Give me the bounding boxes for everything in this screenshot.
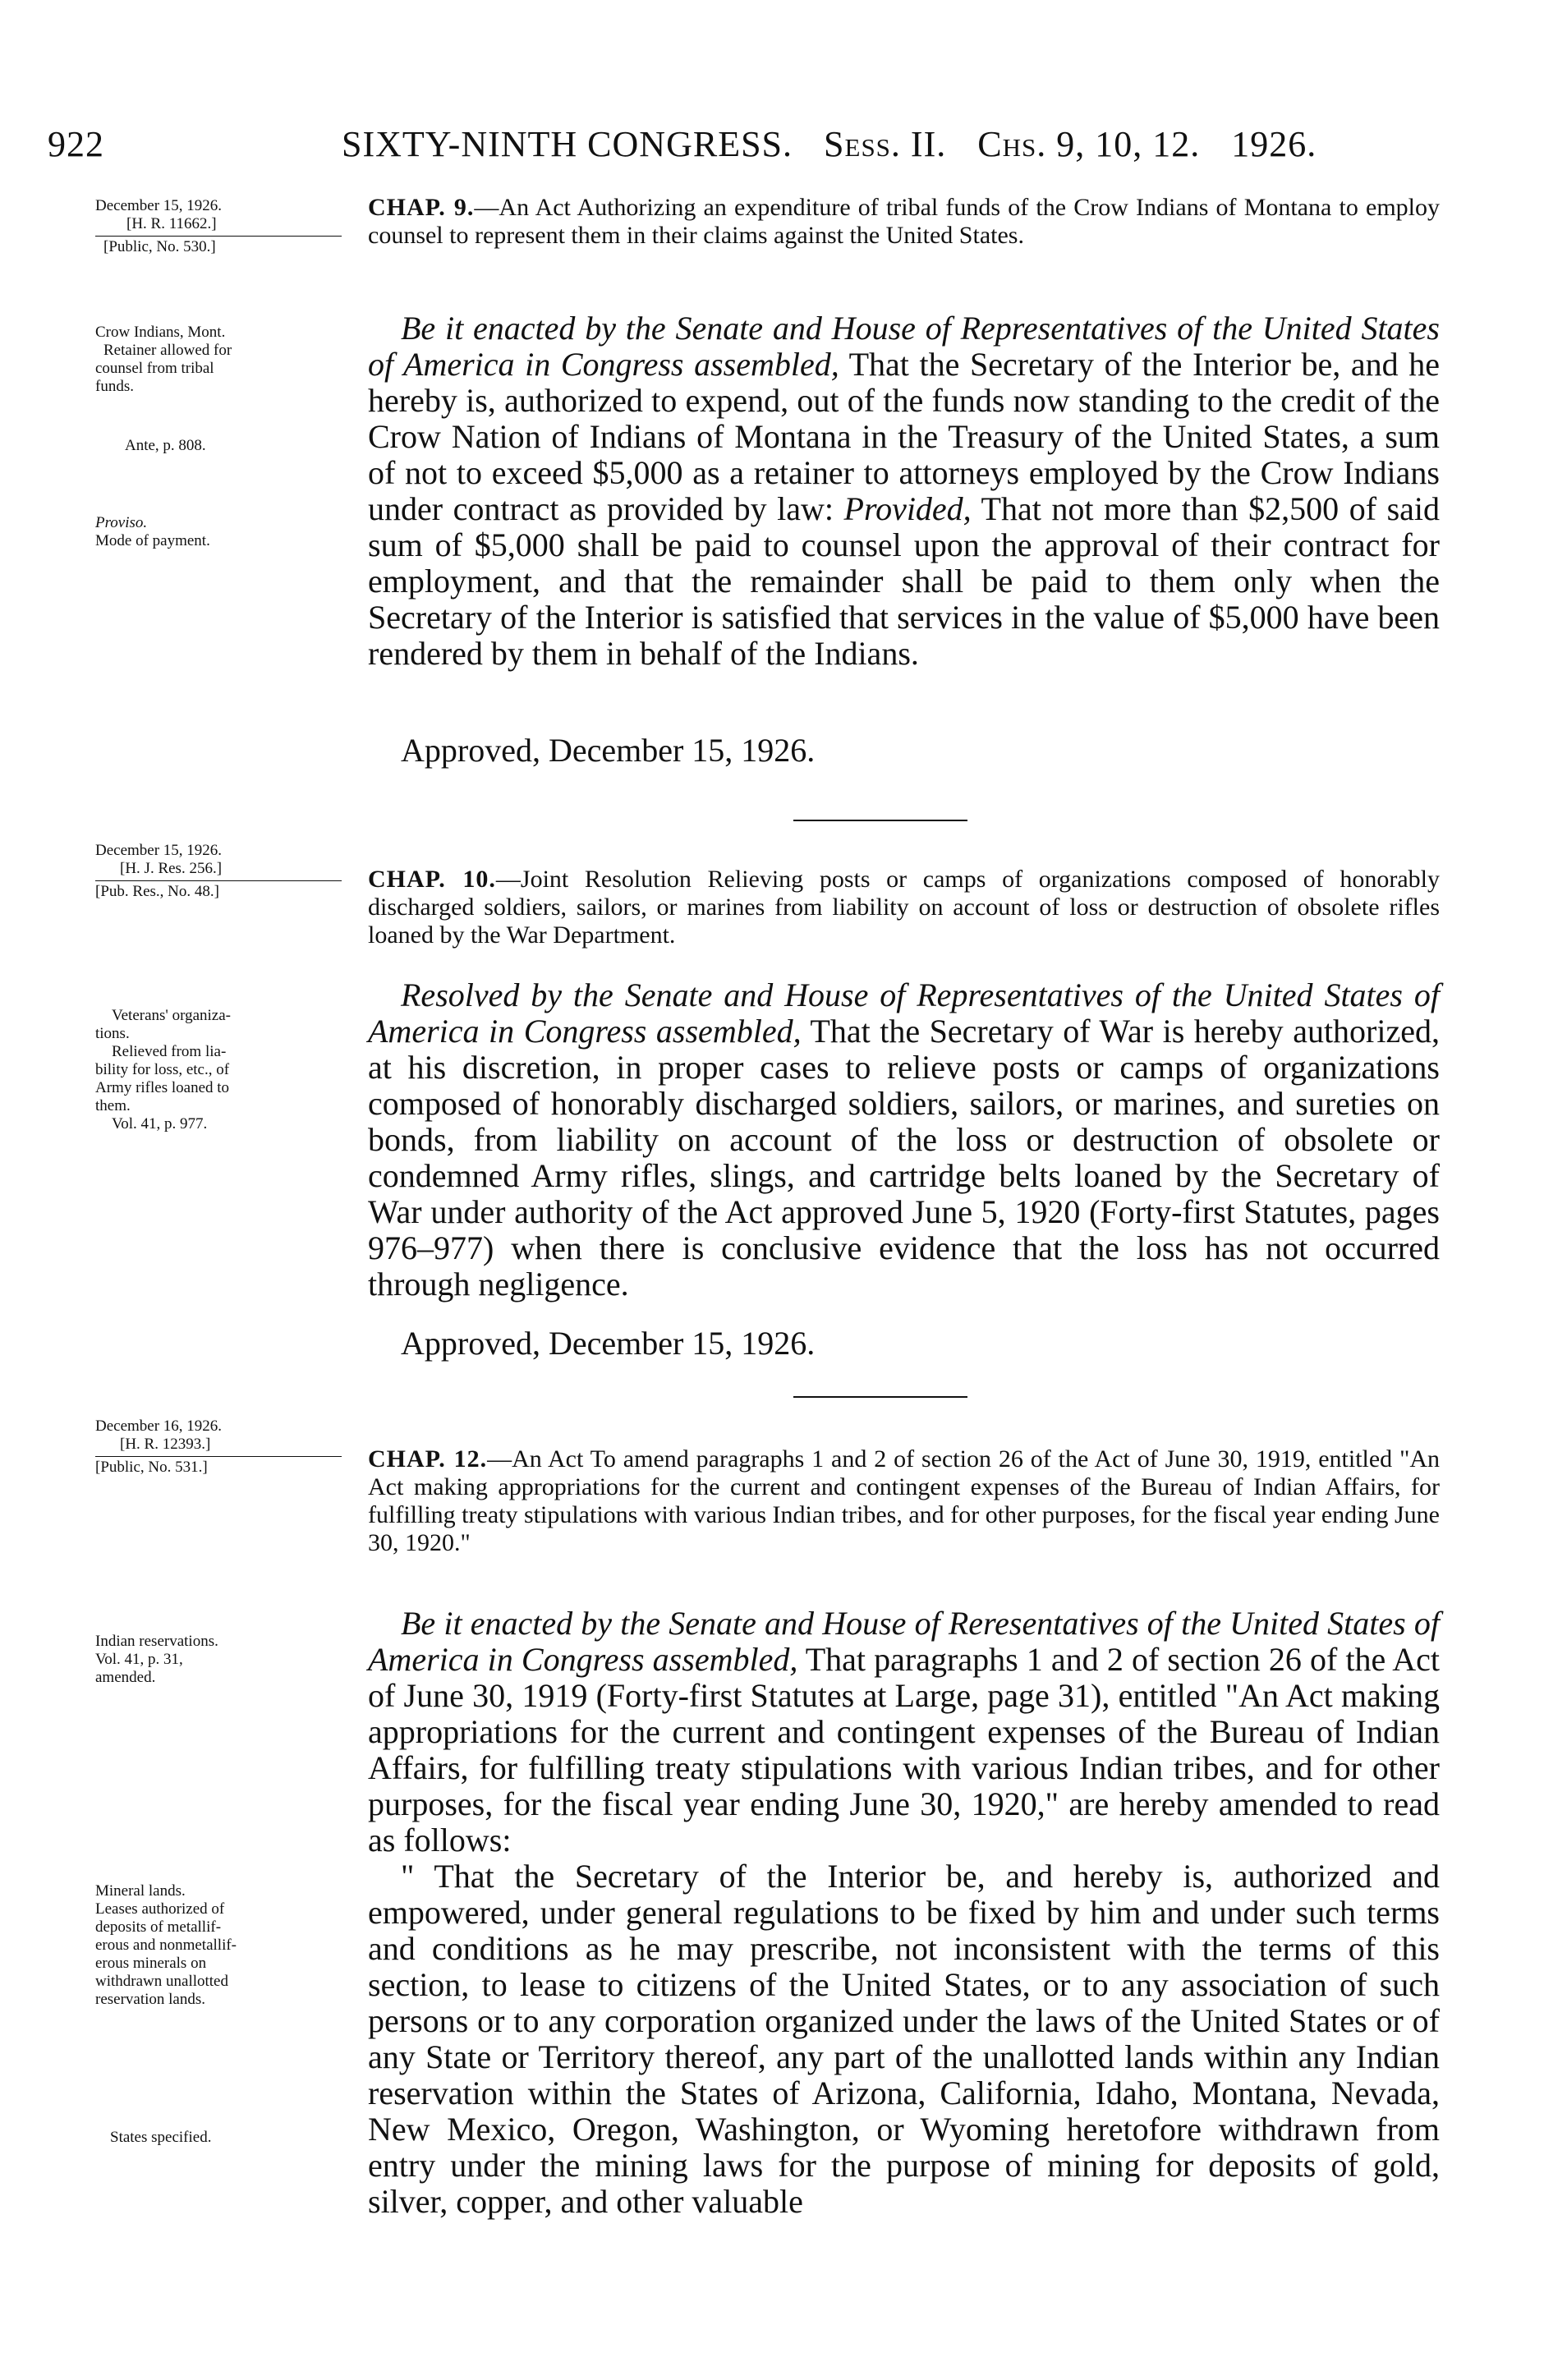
chap12-paragraph-2: " That the Secretary of the Interior be, and hereby is, authorized and empowered, under general regulations to be fixed by him and under such terms and conditions as he may prescribe, not inconsistent with the terms of this section, to lease to citizens of the United States, or to any association of such persons or to any corporation organized under the laws of the United States or of any State or Territory thereof, any part of the unallotted lands within any Indian reservation within the States of Arizona, California, Idaho, Montana, Nevada, New Mexico, Oregon, Washington, or Wyoming heretofore withdrawn from entry under the mining laws for the purpose of mining for deposits of gold, silver, copper, and other valuable xyxy=(368,1858,1440,2220)
chap9-note-line: funds. xyxy=(95,378,134,395)
chap10-note-line: Army rifles loaned to xyxy=(95,1079,230,1096)
chap12-caption xyxy=(368,1445,1440,1557)
chap9-note-title: Crow Indians, Mont. xyxy=(95,324,226,341)
chap10-margin-res: [H. J. Res. 256.] xyxy=(120,860,223,877)
chap10-note-line: them. xyxy=(95,1097,131,1114)
chap9-note-line: counsel from tribal xyxy=(95,360,214,377)
chap10-margin-pub: [Pub. Res., No. 48.] xyxy=(95,880,342,901)
chap12-body xyxy=(368,1606,1440,2220)
chap9-enacting-clause: Be it enacted by the Senate and House of Representatives of the United States of America in Congress assembled, xyxy=(368,310,1440,383)
chap12-note-line: amended. xyxy=(95,1669,156,1686)
page-number: 922 xyxy=(48,124,104,164)
chap10-resolving-clause: Resolved by the Senate and House of Representatives of the United States of America in Congress assembled, xyxy=(368,976,1440,1050)
chap12-paragraph-1 xyxy=(368,1606,1440,1859)
chap10-note-vol: Vol. 41, p. 977. xyxy=(112,1115,208,1133)
chap10-note-line: Relieved from lia- xyxy=(112,1043,227,1060)
chap12-margin-notes-a xyxy=(95,1633,342,1687)
header-year: 1926. xyxy=(1231,124,1317,164)
chap12-note-line: withdrawn unallotted xyxy=(95,1973,228,1990)
section-separator xyxy=(793,1396,967,1398)
running-title: SIXTY-NINTH CONGRESS. xyxy=(342,124,793,164)
chap10-note-line: bility for loss, etc., of xyxy=(95,1061,230,1078)
chap12-note-line: reservation lands. xyxy=(95,1991,206,2008)
chap12-note-line: Indian reservations. xyxy=(95,1633,218,1650)
chap9-margin-notes xyxy=(95,324,342,396)
chap12-note-line: Mineral lands. xyxy=(95,1882,186,1900)
chap9-margin-public: [Public, No. 530.] xyxy=(95,236,342,256)
chap10-label: CHAP. 10. xyxy=(368,866,496,893)
chap12-margin-bill: [H. R. 12393.] xyxy=(120,1436,211,1453)
chap9-margin-citation xyxy=(95,197,342,256)
chap12-enacting-clause: Be it enacted by the Senate and House of Reresentatives of the United States of America in Congress assembled, xyxy=(368,1605,1440,1678)
chap12-caption-text: —An Act To amend paragraphs 1 and 2 of section 26 of the Act of June 30, 1919, entitled "An Act making appropriations for the current and contingent expenses of the Bureau of Indian Affairs, for fulfilling treaty stipulations with various Indian tribes, and for other purposes, for the fiscal year ending June 30, 1920." xyxy=(368,1445,1440,1556)
chapters-label: Chs. 9, 10, 12. xyxy=(977,124,1201,164)
chap9-margin-bill: [H. R. 11662.] xyxy=(126,215,217,232)
chap9-paragraph xyxy=(368,310,1440,672)
chap12-note-line: deposits of metallif- xyxy=(95,1918,222,1936)
chap9-note-mode: Mode of payment. xyxy=(95,532,210,549)
chap10-caption xyxy=(368,866,1440,949)
chap9-approved: Approved, December 15, 1926. xyxy=(401,732,816,769)
chap9-margin-date: December 15, 1926. xyxy=(95,197,223,214)
chap10-paragraph xyxy=(368,977,1440,1303)
chap10-margin-notes xyxy=(95,1007,342,1133)
chap10-margin-date: December 15, 1926. xyxy=(95,842,223,859)
chap12-margin-public: [Public, No. 531.] xyxy=(95,1456,342,1477)
chap9-note-line: Retainer allowed for xyxy=(103,342,232,359)
chap9-text-2: That not more than $2,500 of said sum of $5,000 shall be paid to counsel upon the approval of their contract for employment, and that the remainder shall be paid to them only when the Secretary of the Interior is satisfied that services in the value of $5,000 have been rendered by them in behalf of the Indians. xyxy=(368,490,1441,672)
chap9-label: CHAP. 9. xyxy=(368,194,475,221)
chap12-note-line: erous and nonmetallif- xyxy=(95,1937,237,1954)
chap10-note-line: tions. xyxy=(95,1025,130,1042)
chap12-note-line: erous minerals on xyxy=(95,1955,207,1972)
chap9-provided: Provided, xyxy=(843,490,972,527)
chap12-note-line: Vol. 41, p. 31, xyxy=(95,1651,183,1668)
chap10-body xyxy=(368,977,1440,1303)
chap12-label: CHAP. 12. xyxy=(368,1445,488,1473)
chap12-margin-citation xyxy=(95,1417,342,1477)
chap9-note-ante: Ante, p. 808. xyxy=(125,437,206,454)
chap10-note-line: Veterans' organiza- xyxy=(112,1007,231,1024)
section-separator xyxy=(793,820,967,821)
chap9-note-proviso: Proviso. xyxy=(95,514,148,531)
chap12-text-1: That paragraphs 1 and 2 of section 26 of the Act of June 30, 1919 (Forty-first Statutes at Large, page 31), entitled "An Act making appropriations for the current and contingent expenses of the Bureau of Indian Affairs, for fulfilling treaty stipulations with various Indian tribes, and for other purposes, for the fiscal year ending June 30, 1920," are hereby amended to read as follows: xyxy=(368,1641,1440,1859)
chap12-margin-notes-b xyxy=(95,1882,342,2009)
chap10-text: That the Secretary of War is hereby authorized, at his discretion, in proper cases to relieve posts or camps of organizations composed of honorably discharged soldiers, sailors, or marines, and sureties on bonds, from liability on account of the loss or destruction of obsolete or condemned Army rifles, slings, and cartridge belts loaned by the Secretary of War under authority of the Act approved June 5, 1920 (Forty-first Statutes, pages 976–977) when there is conclusive evidence that the loss has not occurred through negligence. xyxy=(368,1013,1440,1303)
chap10-approved: Approved, December 15, 1926. xyxy=(401,1325,816,1362)
chap9-margin-proviso xyxy=(95,514,342,550)
chap9-caption xyxy=(368,194,1440,250)
chap9-caption-text: —An Act Authorizing an expenditure of tribal funds of the Crow Indians of Montana to employ counsel to represent them in their claims against the United States. xyxy=(368,194,1440,249)
chap9-text-1: That the Secretary of the Interior be, and he hereby is, authorized to expend, out of the funds now standing to the credit of the Crow Nation of Indians of Montana in the Treasury of the United States, a sum of not to exceed $5,000 as a retainer to attorneys employed by the Crow Indians under contract as provided by law: xyxy=(368,346,1440,527)
chap12-margin-date: December 16, 1926. xyxy=(95,1417,223,1435)
running-title-line xyxy=(342,123,1317,165)
chap12-note-states: States specified. xyxy=(110,2129,212,2146)
chap12-note-line: Leases authorized of xyxy=(95,1900,225,1918)
chap9-body xyxy=(368,310,1440,672)
session-label: Sess. II. xyxy=(824,124,947,164)
chap10-caption-text: —Joint Resolution Relieving posts or camps of organizations composed of honorably discharged soldiers, sailors, or marines from liability on account of loss or destruction of obsolete rifles loaned by the War Department. xyxy=(368,866,1440,949)
chap10-margin-citation xyxy=(95,842,342,901)
